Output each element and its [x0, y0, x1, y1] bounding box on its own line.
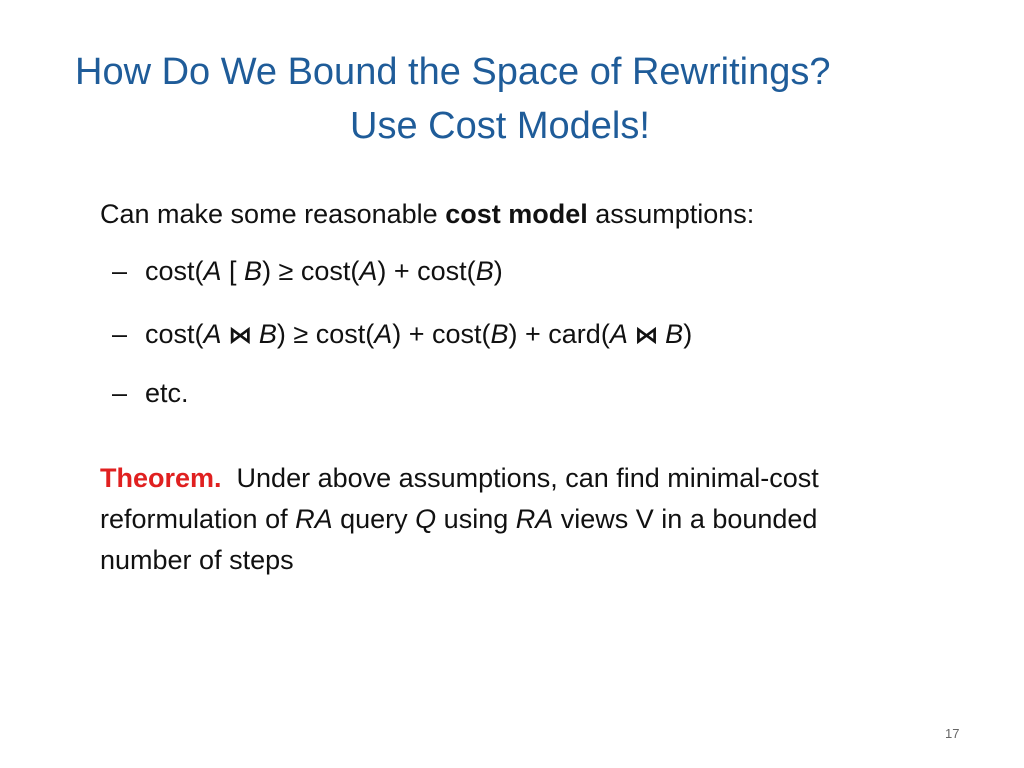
formula-var: A [203, 256, 222, 286]
theorem-text: query [332, 504, 416, 534]
theorem-text: views [553, 504, 636, 534]
formula-part: [ [221, 256, 245, 286]
formula-var: B [665, 319, 684, 349]
theorem-text: using [436, 504, 516, 534]
theorem-line-2 [100, 499, 960, 540]
theorem-var: Q [415, 504, 437, 534]
formula-var: A [374, 319, 393, 349]
theorem-label: Theorem. [100, 463, 222, 493]
theorem-text: reformulation of [100, 504, 296, 534]
join-symbol: ⋈ [221, 322, 259, 349]
theorem-var: V [635, 504, 654, 534]
theorem-line-3: number of steps [100, 545, 294, 575]
join-symbol: ⋈ [627, 322, 666, 349]
theorem-paragraph [100, 458, 960, 581]
intro-text [100, 196, 754, 232]
theorem-var: RA [295, 504, 333, 534]
formula-part: ) + card( [508, 319, 610, 349]
dash-bullet: – [112, 256, 128, 286]
formula-part: ) [493, 256, 503, 286]
formula-var: A [359, 256, 378, 286]
bullet-text: etc. [145, 378, 189, 408]
formula-part: cost( [145, 319, 204, 349]
intro-text-before: Can make some reasonable [100, 199, 446, 229]
formula-part: ) ≥ cost( [262, 256, 360, 286]
page-number: 17 [945, 726, 960, 741]
dash-bullet: – [112, 378, 128, 408]
theorem-text: in a bounded [653, 504, 818, 534]
formula-var: B [258, 319, 277, 349]
theorem-var: RA [515, 504, 554, 534]
formula-part: ) + cost( [377, 256, 476, 286]
theorem-text: Under above assumptions, can find minimal-cost [221, 463, 819, 493]
formula-var: B [475, 256, 494, 286]
formula-var: B [490, 319, 509, 349]
formula-var: A [609, 319, 628, 349]
formula-var: A [203, 319, 222, 349]
formula-part: ) ≥ cost( [276, 319, 375, 349]
bullet-item-2 [112, 316, 692, 354]
formula-var: B [244, 256, 263, 286]
slide-title-line-1: How Do We Bound the Space of Rewritings? [75, 51, 831, 93]
formula-part: cost( [145, 256, 204, 286]
theorem-line-1 [100, 458, 960, 499]
formula-part: ) [683, 319, 693, 349]
formula-part: ) + cost( [392, 319, 491, 349]
bullet-item-1 [112, 253, 503, 289]
bullet-item-3 [112, 375, 189, 411]
dash-bullet: – [112, 319, 128, 349]
slide-title-line-2: Use Cost Models! [350, 105, 650, 147]
intro-text-bold: cost model [445, 199, 588, 229]
intro-text-after: assumptions: [587, 199, 755, 229]
